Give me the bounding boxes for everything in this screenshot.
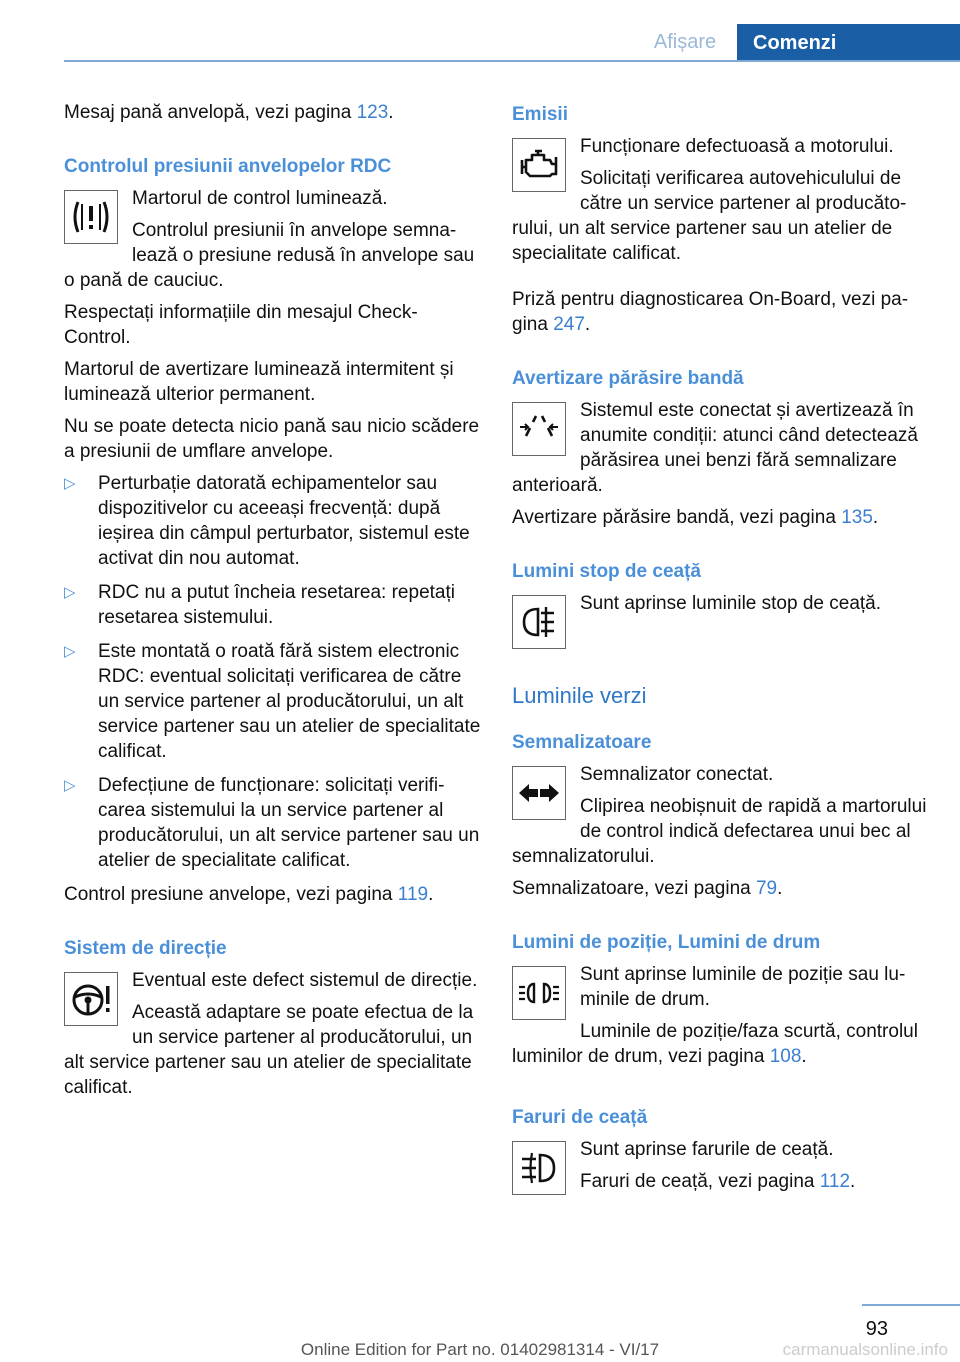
front-fog-text: Sunt aprinse farurile de ceață.	[580, 1139, 834, 1160]
tab-comenzi[interactable]: Comenzi	[737, 24, 960, 62]
list-item: ▷ Perturbație datorată echipamentelor sau dispozitivelor cu aceeași frecvență: după ieșirea din câmpul perturbator, sistemul este activat din nou automat.	[64, 473, 470, 569]
page-link-112[interactable]: 112	[819, 1171, 851, 1192]
section-title-front-fog: Faruri de ceață	[512, 1107, 648, 1128]
triangle-bullet-icon: ▷	[64, 584, 76, 601]
page-number: 93	[865, 1318, 888, 1340]
steering-text-1: Eventual este defect sistemul de direcție.	[132, 970, 478, 991]
page-number-divider	[862, 1304, 960, 1306]
section-title-steering: Sistem de direcție	[64, 938, 227, 959]
engine-check-icon	[512, 138, 566, 192]
page-header	[0, 0, 960, 62]
lane-ref: Avertizare părăsire bandă, vezi pagina 135.	[512, 507, 879, 528]
list-item: ▷ RDC nu a putut încheia resetarea: repetați resetarea sistemului.	[64, 582, 455, 628]
rdc-text-4: Martorul de avertizare luminează intermitent și luminează ulterior permanent.	[64, 359, 454, 405]
rdc-text-5: Nu se poate detecta nicio pană sau nicio scădere a presiunii de umflare anvelope.	[64, 416, 480, 462]
page-link-108[interactable]: 108	[769, 1046, 802, 1067]
rdc-ref: Control presiune anvelope, vezi pagina 119.	[64, 884, 434, 905]
emisii-text-2: Solicitați verificarea autovehiculului de către un service partener al producătorului, un alt service partener sau un atelier de specialitate calificat.	[512, 168, 907, 264]
emisii-ref: Priză pentru diagnosticarea On-Board, vezi pagina 247.	[512, 289, 909, 335]
turn-text-1: Semnalizator conectat.	[580, 764, 774, 785]
triangle-bullet-icon: ▷	[64, 777, 76, 794]
page-link-247[interactable]: 247	[553, 314, 585, 335]
rdc-text-2: Controlul presiunii în anvelope semnalează o presiune redusă în anvelope sau o pană de cauciuc.	[64, 220, 475, 291]
turn-text-2: Clipirea neobișnuit de rapidă a martorului de control indică defectarea unui bec al semnalizatorului.	[512, 796, 927, 867]
parking-text-2: Luminile de poziție/faza scurtă, controlul luminilor de drum, vezi pagina 108.	[512, 1021, 918, 1067]
watermark: carmanualsonline.info	[782, 1340, 948, 1359]
header-divider	[64, 60, 960, 62]
footer-edition: Online Edition for Part no. 01402981314 - VI/17	[300, 1340, 660, 1359]
rear-fog-light-icon	[512, 595, 566, 649]
triangle-bullet-icon: ▷	[64, 475, 76, 492]
section-title-turn-signals: Semnalizatoare	[512, 732, 652, 753]
rdc-bullet-list	[64, 471, 482, 873]
emisii-text-1: Funcționare defectuoasă a motorului.	[580, 136, 894, 157]
lane-text-1: Sistemul este conectat și avertizează în anumite condiții: atunci când detectează părăsirea unei benzi fără semnalizare anterioară.	[512, 400, 918, 496]
rdc-text-1: Martorul de control luminează.	[132, 188, 388, 209]
page-link-79[interactable]: 79	[755, 878, 778, 899]
section-title-rear-fog: Lumini stop de ceață	[512, 561, 701, 582]
parking-light-icon	[512, 966, 566, 1020]
lane-departure-icon	[512, 402, 566, 456]
turn-ref: Semnalizatoare, vezi pagina 79.	[512, 878, 783, 899]
heading-green-lights: Luminile verzi	[512, 683, 647, 708]
section-title-rdc: Controlul presiunii anvelopelor RDC	[64, 156, 392, 177]
front-fog-light-icon	[512, 1141, 566, 1195]
right-column	[512, 100, 928, 1201]
steering-text-2: Această adaptare se poate efectua de la un service partener al producătorului, un alt service partener sau un atelier de specialitate calificat.	[64, 1002, 474, 1098]
tab-afisare[interactable]: Afișare	[653, 31, 717, 53]
section-title-parking-lights: Lumini de poziție, Lumini de drum	[512, 932, 821, 953]
page-link-123[interactable]: 123	[356, 102, 389, 123]
list-item: ▷ Defecțiune de funcționare: solicitați verificarea sistemului la un service partener al producătorului, un alt service partener sau un atelier de specialitate calificat.	[64, 775, 480, 871]
rear-fog-text: Sunt aprinse luminile stop de ceață.	[580, 593, 882, 614]
page-link-119[interactable]: 119	[397, 884, 429, 905]
rdc-text-3: Respectați informațiile din mesajul Check-Control.	[64, 302, 418, 348]
section-title-emisii: Emisii	[512, 104, 568, 125]
section-title-lane: Avertizare părăsire bandă	[512, 368, 744, 389]
triangle-bullet-icon: ▷	[64, 643, 76, 660]
tire-message-ref: Mesaj pană anvelopă, vezi pagina 123.	[64, 102, 394, 123]
list-item: ▷ Este montată o roată fără sistem electronic RDC: eventual solicitați verificarea de către un service partener al producătorului, un alt service partener sau un atelier de specialitate calificat.	[64, 641, 481, 762]
turn-signal-icon	[512, 766, 566, 820]
tire-pressure-warning-icon	[64, 190, 118, 244]
left-column	[64, 100, 482, 1107]
parking-text-1: Sunt aprinse luminile de poziție sau luminile de drum.	[580, 964, 906, 1010]
page-link-135[interactable]: 135	[841, 507, 873, 528]
front-fog-ref: Faruri de ceață, vezi pagina 112.	[580, 1171, 856, 1192]
steering-warning-icon	[64, 972, 118, 1026]
